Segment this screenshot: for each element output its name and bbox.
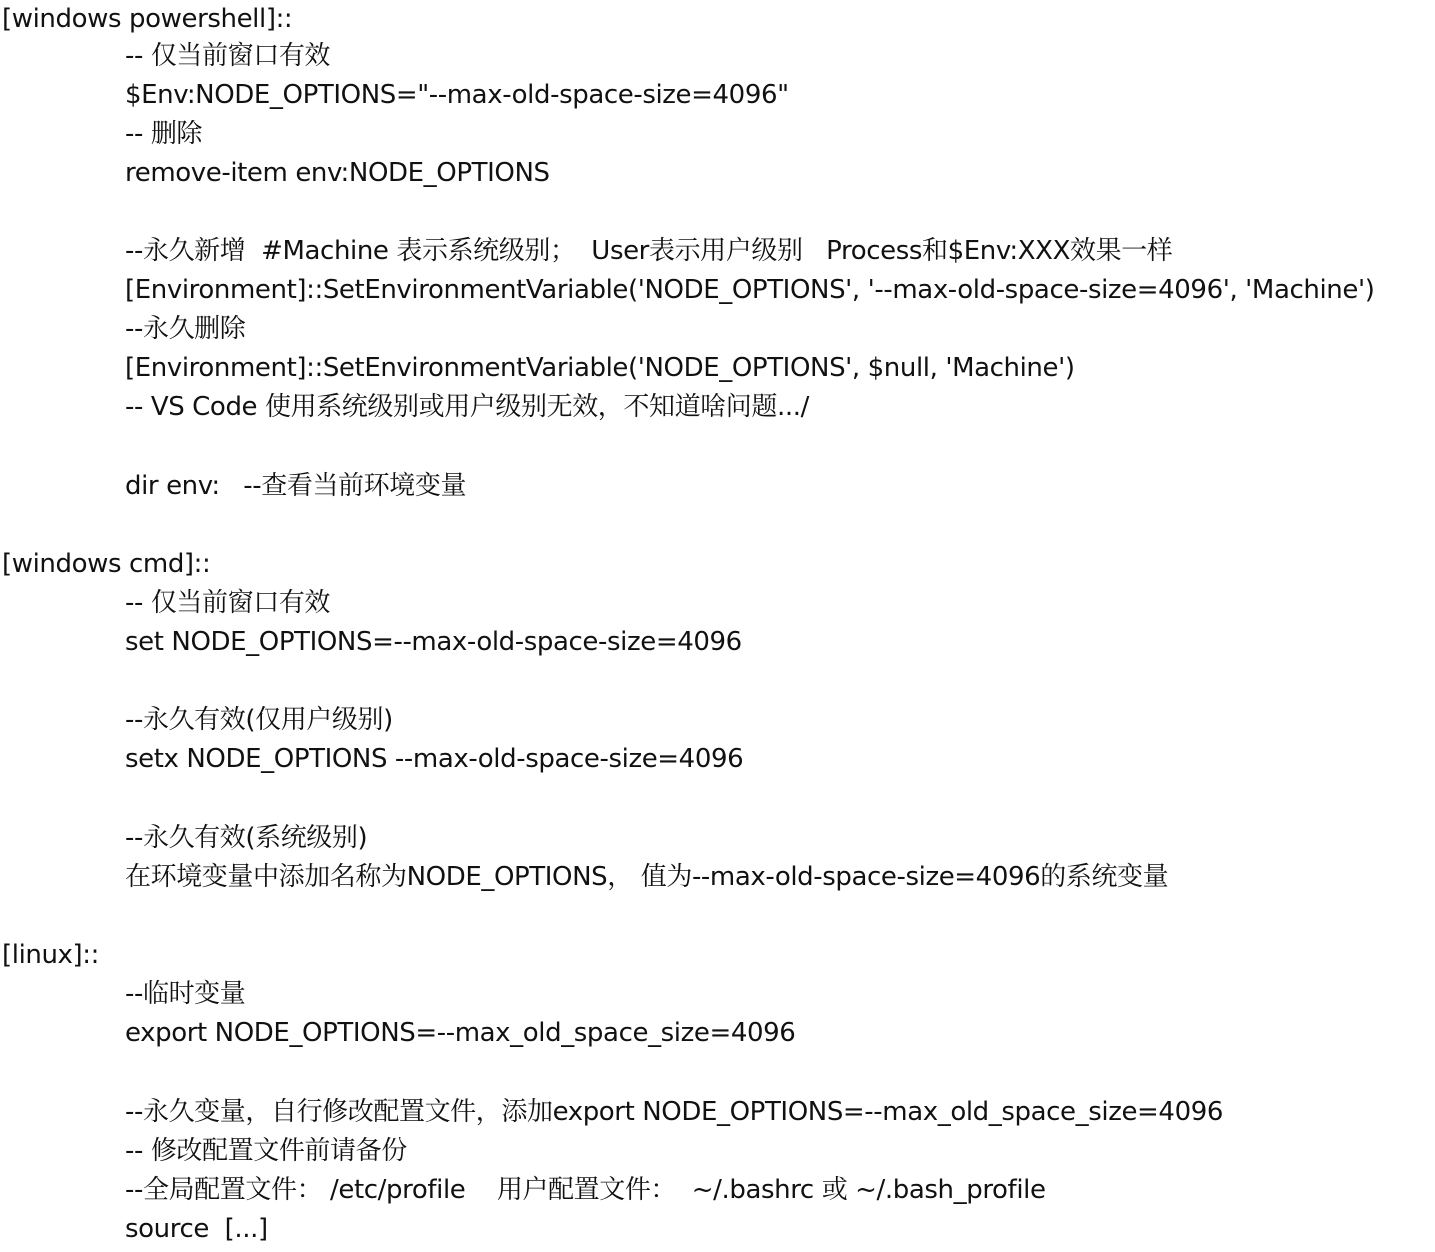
code-line: export NODE_OPTIONS=--max_old_space_size=4096 <box>125 1018 796 1048</box>
comment-line: -- 仅当前窗口有效 <box>125 41 331 71</box>
comment-line: -- 仅当前窗口有效 <box>125 588 331 618</box>
comment-line: --永久删除 <box>125 314 246 344</box>
code-line: [Environment]::SetEnvironmentVariable('NODE_OPTIONS', $null, 'Machine') <box>125 353 1075 383</box>
code-line: [Environment]::SetEnvironmentVariable('NODE_OPTIONS', '--max-old-space-size=4096', 'Machine') <box>125 275 1375 305</box>
section-heading-powershell: [windows powershell]:: <box>2 4 293 34</box>
code-line: source [...] <box>125 1214 268 1244</box>
code-line: setx NODE_OPTIONS --max-old-space-size=4096 <box>125 744 744 774</box>
code-line: set NODE_OPTIONS=--max-old-space-size=4096 <box>125 627 742 657</box>
comment-line: --永久新增 #Machine 表示系统级别； User表示用户级别 Process和$Env:XXX效果一样 <box>125 236 1173 266</box>
section-heading-cmd: [windows cmd]:: <box>2 549 211 579</box>
comment-line: -- VS Code 使用系统级别或用户级别无效，不知道啥问题.../ <box>125 392 809 422</box>
comment-line: --临时变量 <box>125 979 246 1009</box>
code-line: dir env: --查看当前环境变量 <box>125 471 467 501</box>
comment-line: --永久有效(系统级别) <box>125 823 368 853</box>
comment-line: --永久有效(仅用户级别) <box>125 705 393 735</box>
comment-line: -- 删除 <box>125 119 203 149</box>
code-line: $Env:NODE_OPTIONS="--max-old-space-size=4096" <box>125 80 789 110</box>
code-line: remove-item env:NODE_OPTIONS <box>125 158 550 188</box>
code-line: 在环境变量中添加名称为NODE_OPTIONS， 值为--max-old-space-size=4096的系统变量 <box>125 862 1169 892</box>
comment-line: -- 修改配置文件前请备份 <box>125 1136 407 1166</box>
section-heading-linux: [linux]:: <box>2 940 99 970</box>
comment-line: --永久变量，自行修改配置文件，添加export NODE_OPTIONS=--max_old_space_size=4096 <box>125 1097 1223 1127</box>
comment-line: --全局配置文件： /etc/profile 用户配置文件： ~/.bashrc 或 ~/.bash_profile <box>125 1175 1046 1205</box>
